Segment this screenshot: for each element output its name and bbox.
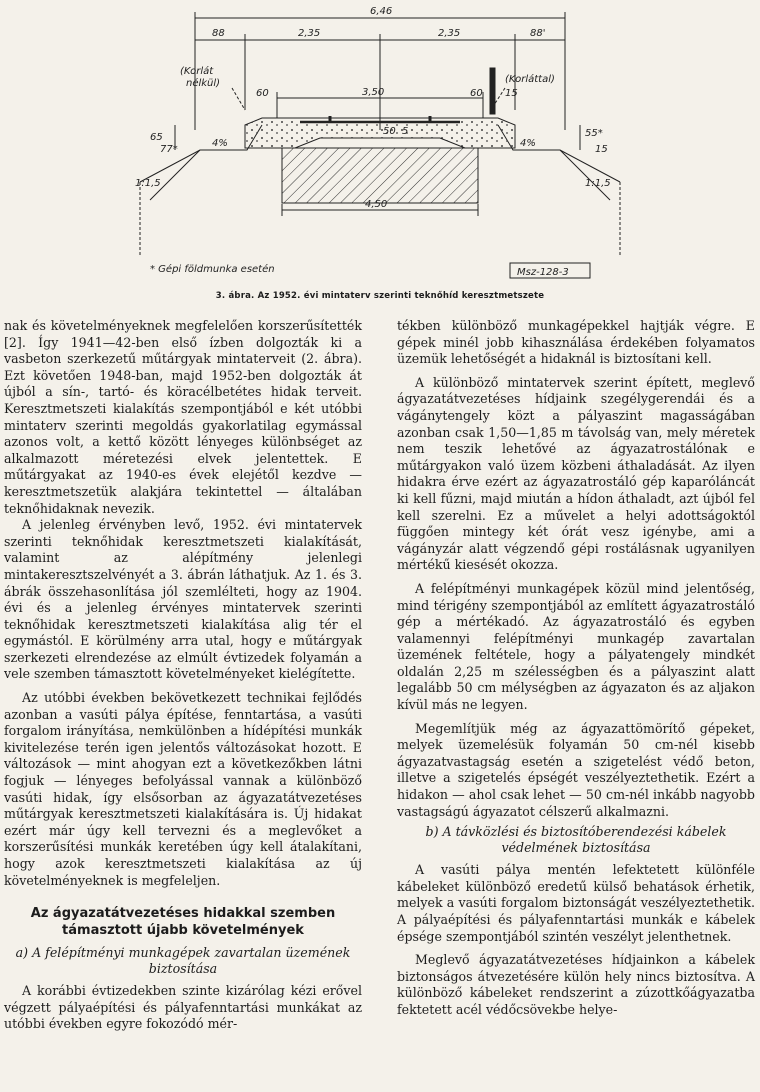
label-450: 4,50 <box>365 199 388 210</box>
left-column <box>4 318 362 1033</box>
label-slope-right: 4% <box>520 138 536 149</box>
note-left-1: (Korlát <box>180 66 214 77</box>
cross-section-drawing <box>0 0 760 300</box>
label-60-left: 60 <box>256 88 269 99</box>
right-paragraph-6: Meglevő ágyazatátvezetéses hídjainkon a kábelek biztonságos átvezetésére külön hely nincs biztosítva. A különböző kábeleket rendszerint a zúzottkőágyazatba fektetett acél védőcsövekbe helye- <box>397 952 755 1017</box>
left-paragraph-4: A korábbi évtizedekben szinte kizárólag kézi erővel végzett pályaépítési és pályafenntartási munkákat az utóbbi években egyre fokozódó mér- <box>4 983 362 1032</box>
label-77: 77* <box>160 144 178 155</box>
left-paragraph-2: A jelenleg érvényben levő, 1952. évi mintatervek szerinti teknőhidak keresztmetszeti kialakítását, valamint az alépítmény jelenlegi mintakeresztszelvényét a 3. ábrán láthatjuk. Az 1. és 3. ábrák összehasonlítása jól szemlélteti, hogy az 1904. évi és a jelenleg érvényes mintatervek szerinti teknőhidak keresztmetszeti kialakítása alig tér el egymástól. E körülmény arra utal, hogy e műtárgyak szerkezeti elrendezése az elmúlt évtizedek folyamán a vele szemben támasztott követelményeket kielégítette. <box>4 517 362 682</box>
label-ratio-right: 1:1,5 <box>585 178 611 189</box>
left-paragraph-3: Az utóbbi években bekövetkezett technikai fejlődés azonban a vasúti pálya építése, fenntartása, a vasúti forgalom irányítása, nemkülönben a hídépítési munkák kivitelezése terén igen jelentős változásokat hozott. E változások — mint ahogyan ezt a következőkben látni fogjuk — lényeges befolyással vannak a különböző vasúti hidak, így elsősorban az ágyazatátvezetéses műtárgyak keresztmetszeti kialakítására is. Új hidakat ezért már úgy kell tervezni és a meglevőket a korszerűsítési munkák keretében úgy kell átalakítani, hogy azok keresztmetszeti kialakítása az új követelményeknek is megfeleljen. <box>4 690 362 888</box>
left-paragraph-1: nak és követelményeknek megfelelően korszerűsítették [2]. Így 1941—42-ben első ízben dolgozták ki a vasbeton szerkezetű műtárgyak mintaterveit (2. ábra). Ezt követően 1948-ban, majd 1952-ben dolgozták át újból a sín-, tartó- és köracélbetétes hidak terveit. Keresztmetszeti kialakítás szempontjából e két utóbbi mintaterv szerinti megoldás gyakorlatilag egymással azonos volt, a kettő között lényeges különbséget az alkalmazott méretezési elvek jelentettek. E műtárgyakat az 1940-es évek elejétől kezdve — keresztmetszetük alakjára tekintettel — általában teknőhidaknak nevezik. <box>4 318 362 516</box>
label-65: 65 <box>150 132 163 143</box>
label-88-right: 88' <box>530 28 546 39</box>
label-88-left: 88 <box>212 28 225 39</box>
label-350: 3,50 <box>362 87 385 98</box>
note-right: (Korláttal) <box>505 74 555 85</box>
right-paragraph-5: A vasúti pálya mentén lefektetett különféle kábeleket különböző eredetű külső behatások érhetik, melyek a vasúti forgalom biztonságát veszélyeztethetik. A pályaépítési és pályafenntartási munkák e kábelek épsége szempontjából szintén veszélyt jelenthetnek. <box>397 862 755 944</box>
subsection-b-title: b) A távközlési és biztosítóberendezési kábelek védelmének biztosítása <box>425 824 727 856</box>
label-15b: 15 <box>595 144 608 155</box>
right-paragraph-3: A felépítményi munkagépek közül mind jelentőség, mind térigény szempontjából az említett ágyazatrostáló gép a mértékadó. Az ágyazatrostáló és egyben valamennyi felépítményi munkagép zavartalan üzemének feltétele, hogy a pályatengely mindkét oldalán 2,25 m szélességben és a pályaszint alatt legalább 50 cm mélységben az ágyazaton és az aljakon kívül más ne legyen. <box>397 580 755 713</box>
label-slope-left: 4% <box>212 138 228 149</box>
label-60-right: 60 <box>470 88 483 99</box>
label-235-right: 2,35 <box>438 28 461 39</box>
figure-caption: 3. ábra. Az 1952. évi mintaterv szerinti teknőhíd keresztmetszete <box>215 291 545 301</box>
cross-section-figure <box>0 0 760 300</box>
label-total-width: 6,46 <box>370 6 393 17</box>
right-column <box>397 318 755 1019</box>
drawing-stamp: Msz-128-3 <box>517 267 569 278</box>
label-15: 15 <box>505 88 518 99</box>
right-paragraph-1: tékben különböző munkagépekkel hajtják végre. E gépek minél jobb kihasználása érdekében folyamatos üzemük lehetőségét a hidaknál is biztosítani kell. <box>397 318 755 367</box>
label-235-left: 2,35 <box>298 28 321 39</box>
figure-footnote: * Gépi földmunka esetén <box>150 264 275 275</box>
section-title: Az ágyazatátvezetéses hidakkal szemben támasztott újabb követelmények <box>30 906 336 939</box>
label-55: 55* <box>585 128 603 139</box>
right-paragraph-2: A különböző mintatervek szerint épített, meglevő ágyazatátvezetéses hídjaink szegélygerendái és a vágánytengely közt a pályaszint magasságában azonban csak 1,50—1,85 m távolság van, mely méretek nem teszik lehetővé az ágyazatrostálónak e műtárgyakon való üzem közbeni áthaladását. Az ilyen hidakra érve ezért az ágyazatrostáló gép kaparóláncát ki kell fűzni, majd miután a hídon áthaladt, azt újból fel kell szerelni. Ez a művelet a helyi adottságoktól függően mintegy két órát vesz igénybe, ami a vágányzár alatt végzendő gépi rostálásnak ugyanilyen mértékű kiesését okozza. <box>397 374 755 573</box>
label-50: 50 <box>383 126 396 137</box>
label-ratio-left: 1:1,5 <box>135 178 161 189</box>
label-5: 5 <box>402 126 409 137</box>
note-left-2: nélkül) <box>186 78 221 89</box>
subsection-a-title: a) A felépítményi munkagépek zavartalan üzemének biztosítása <box>15 945 351 977</box>
right-paragraph-4: Megemlítjük még az ágyazattömörítő gépeket, melyek üzemelésük folyamán 50 cm-nél kisebb ágyazatvastagság esetén a szigetelést védő beton, illetve a szigetelés épségét veszélyeztethetik. Ezért a hidakon — ahol csak lehet — 50 cm-nél inkább nagyobb vastagságú ágyazatot célszerű alkalmazni. <box>397 720 755 819</box>
